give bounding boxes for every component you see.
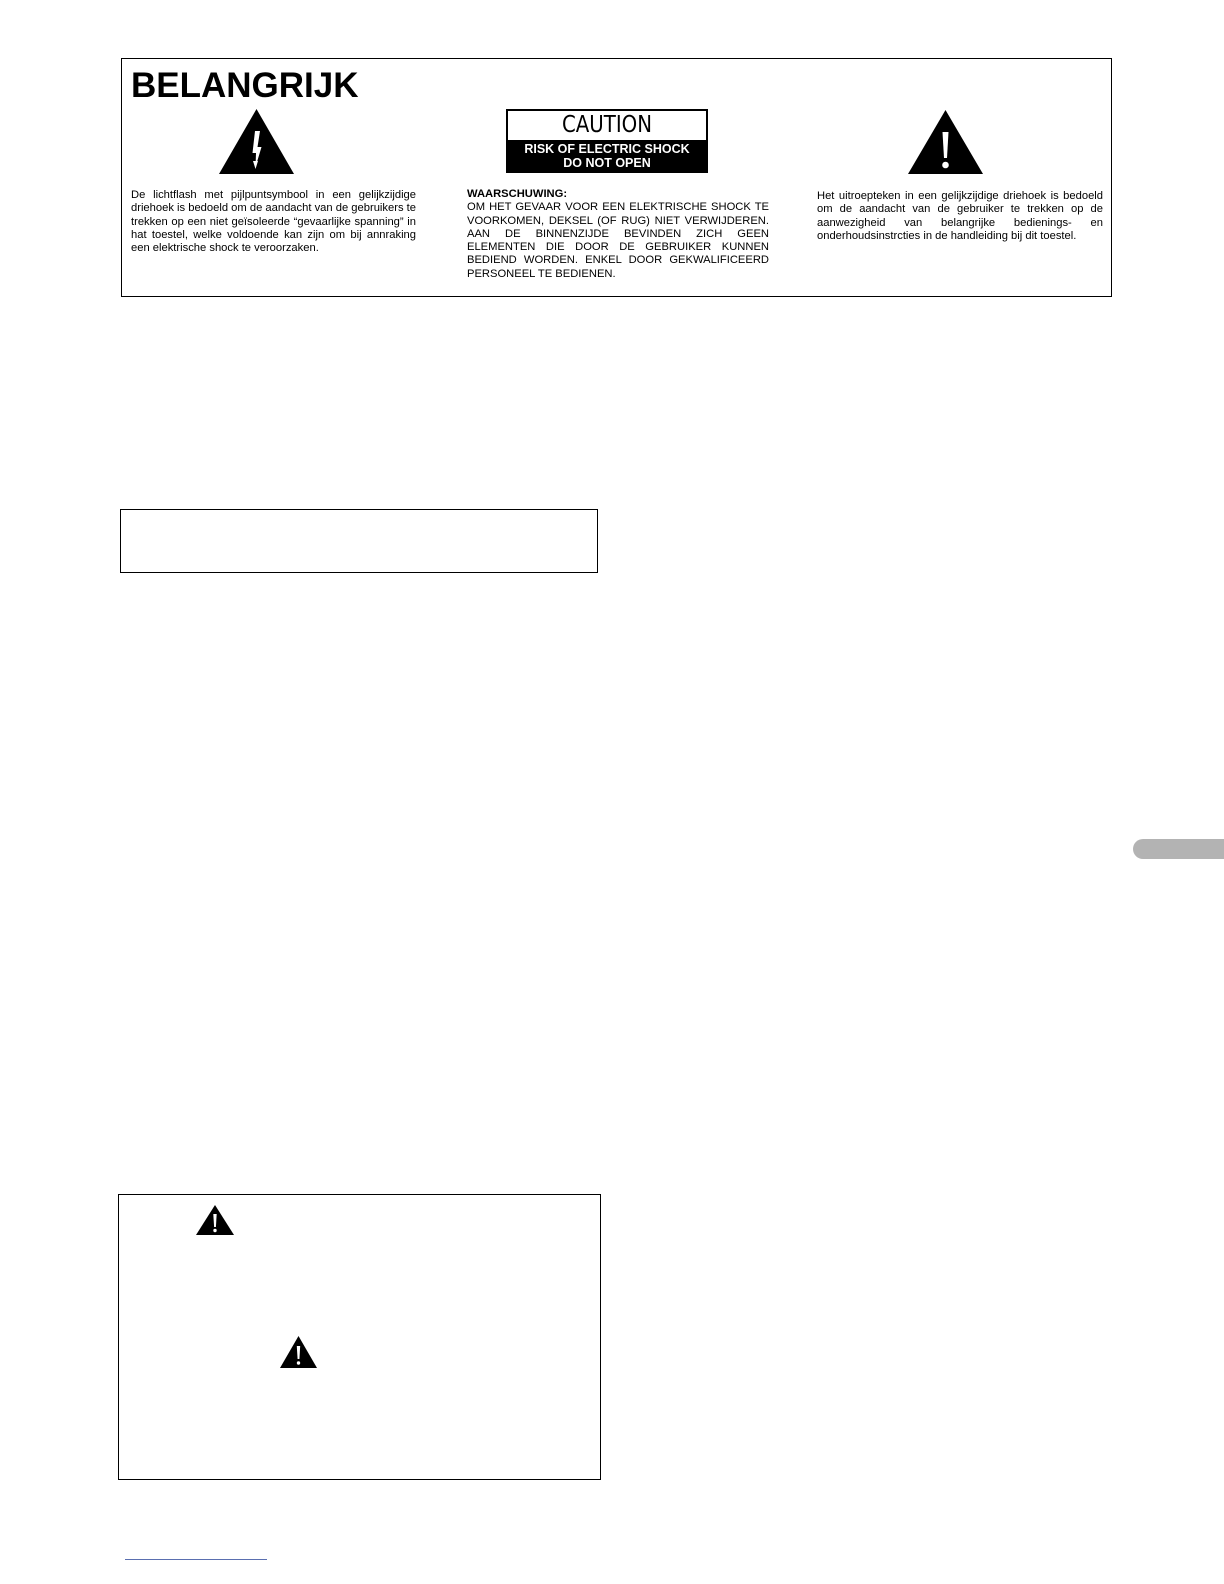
page-title: BELANGRIJK	[131, 66, 359, 105]
exclamation-symbol-explanation: Het uitroepteken in een gelijkzijdige driehoek is bedoeld om de aandacht van de gebruiker te trekken op de aanwezigheid van belangrijke bedienings- en onderhoudsinstrcties in de handleiding bij dit toestel.	[817, 190, 1103, 242]
warning-heading: WAARSCHUWING:	[467, 188, 568, 200]
lightning-triangle-icon	[219, 109, 294, 174]
lightning-symbol-explanation: De lichtflash met pijlpuntsymbool in een gelijkzijdige driehoek is bedoeld om de aandacht van de gebruikers te trekken op een niet geïsoleerde “gevaarlijke spanning” in hat toestel, welke voldoende kan zijn om bij annraking een elektrische shock te veroorzaken.	[131, 189, 416, 255]
caution-label-warning	[508, 140, 706, 171]
caution-line-2: DO NOT OPEN	[563, 156, 651, 170]
small-exclamation-triangle-icon	[196, 1205, 234, 1235]
warning-box	[118, 1194, 601, 1480]
caution-label-title: CAUTION	[561, 112, 653, 138]
exclamation-triangle-icon	[908, 110, 983, 174]
caution-label	[506, 109, 708, 173]
caution-line-1: RISK OF ELECTRIC SHOCK	[524, 142, 690, 156]
footer-rule	[125, 1559, 267, 1560]
section-tab	[1133, 839, 1224, 859]
small-exclamation-triangle-icon-2	[280, 1336, 317, 1368]
warning-body: OM HET GEVAAR VOOR EEN ELEKTRISCHE SHOCK TE VOORKOMEN, DEKSEL (OF RUG) NIET VERWIJDEREN. AAN DE BINNENZIJDE BEVINDEN ZICH GEEN ELEMENTEN DIE DOOR DE GEBRUIKER KUNNEN BEDIEND WORDEN. ENKEL DOOR GEKWALIFICEERD PERSONEEL TE BEDIENEN.	[467, 201, 769, 280]
warning-text-block	[467, 188, 769, 281]
notice-box	[120, 509, 598, 573]
